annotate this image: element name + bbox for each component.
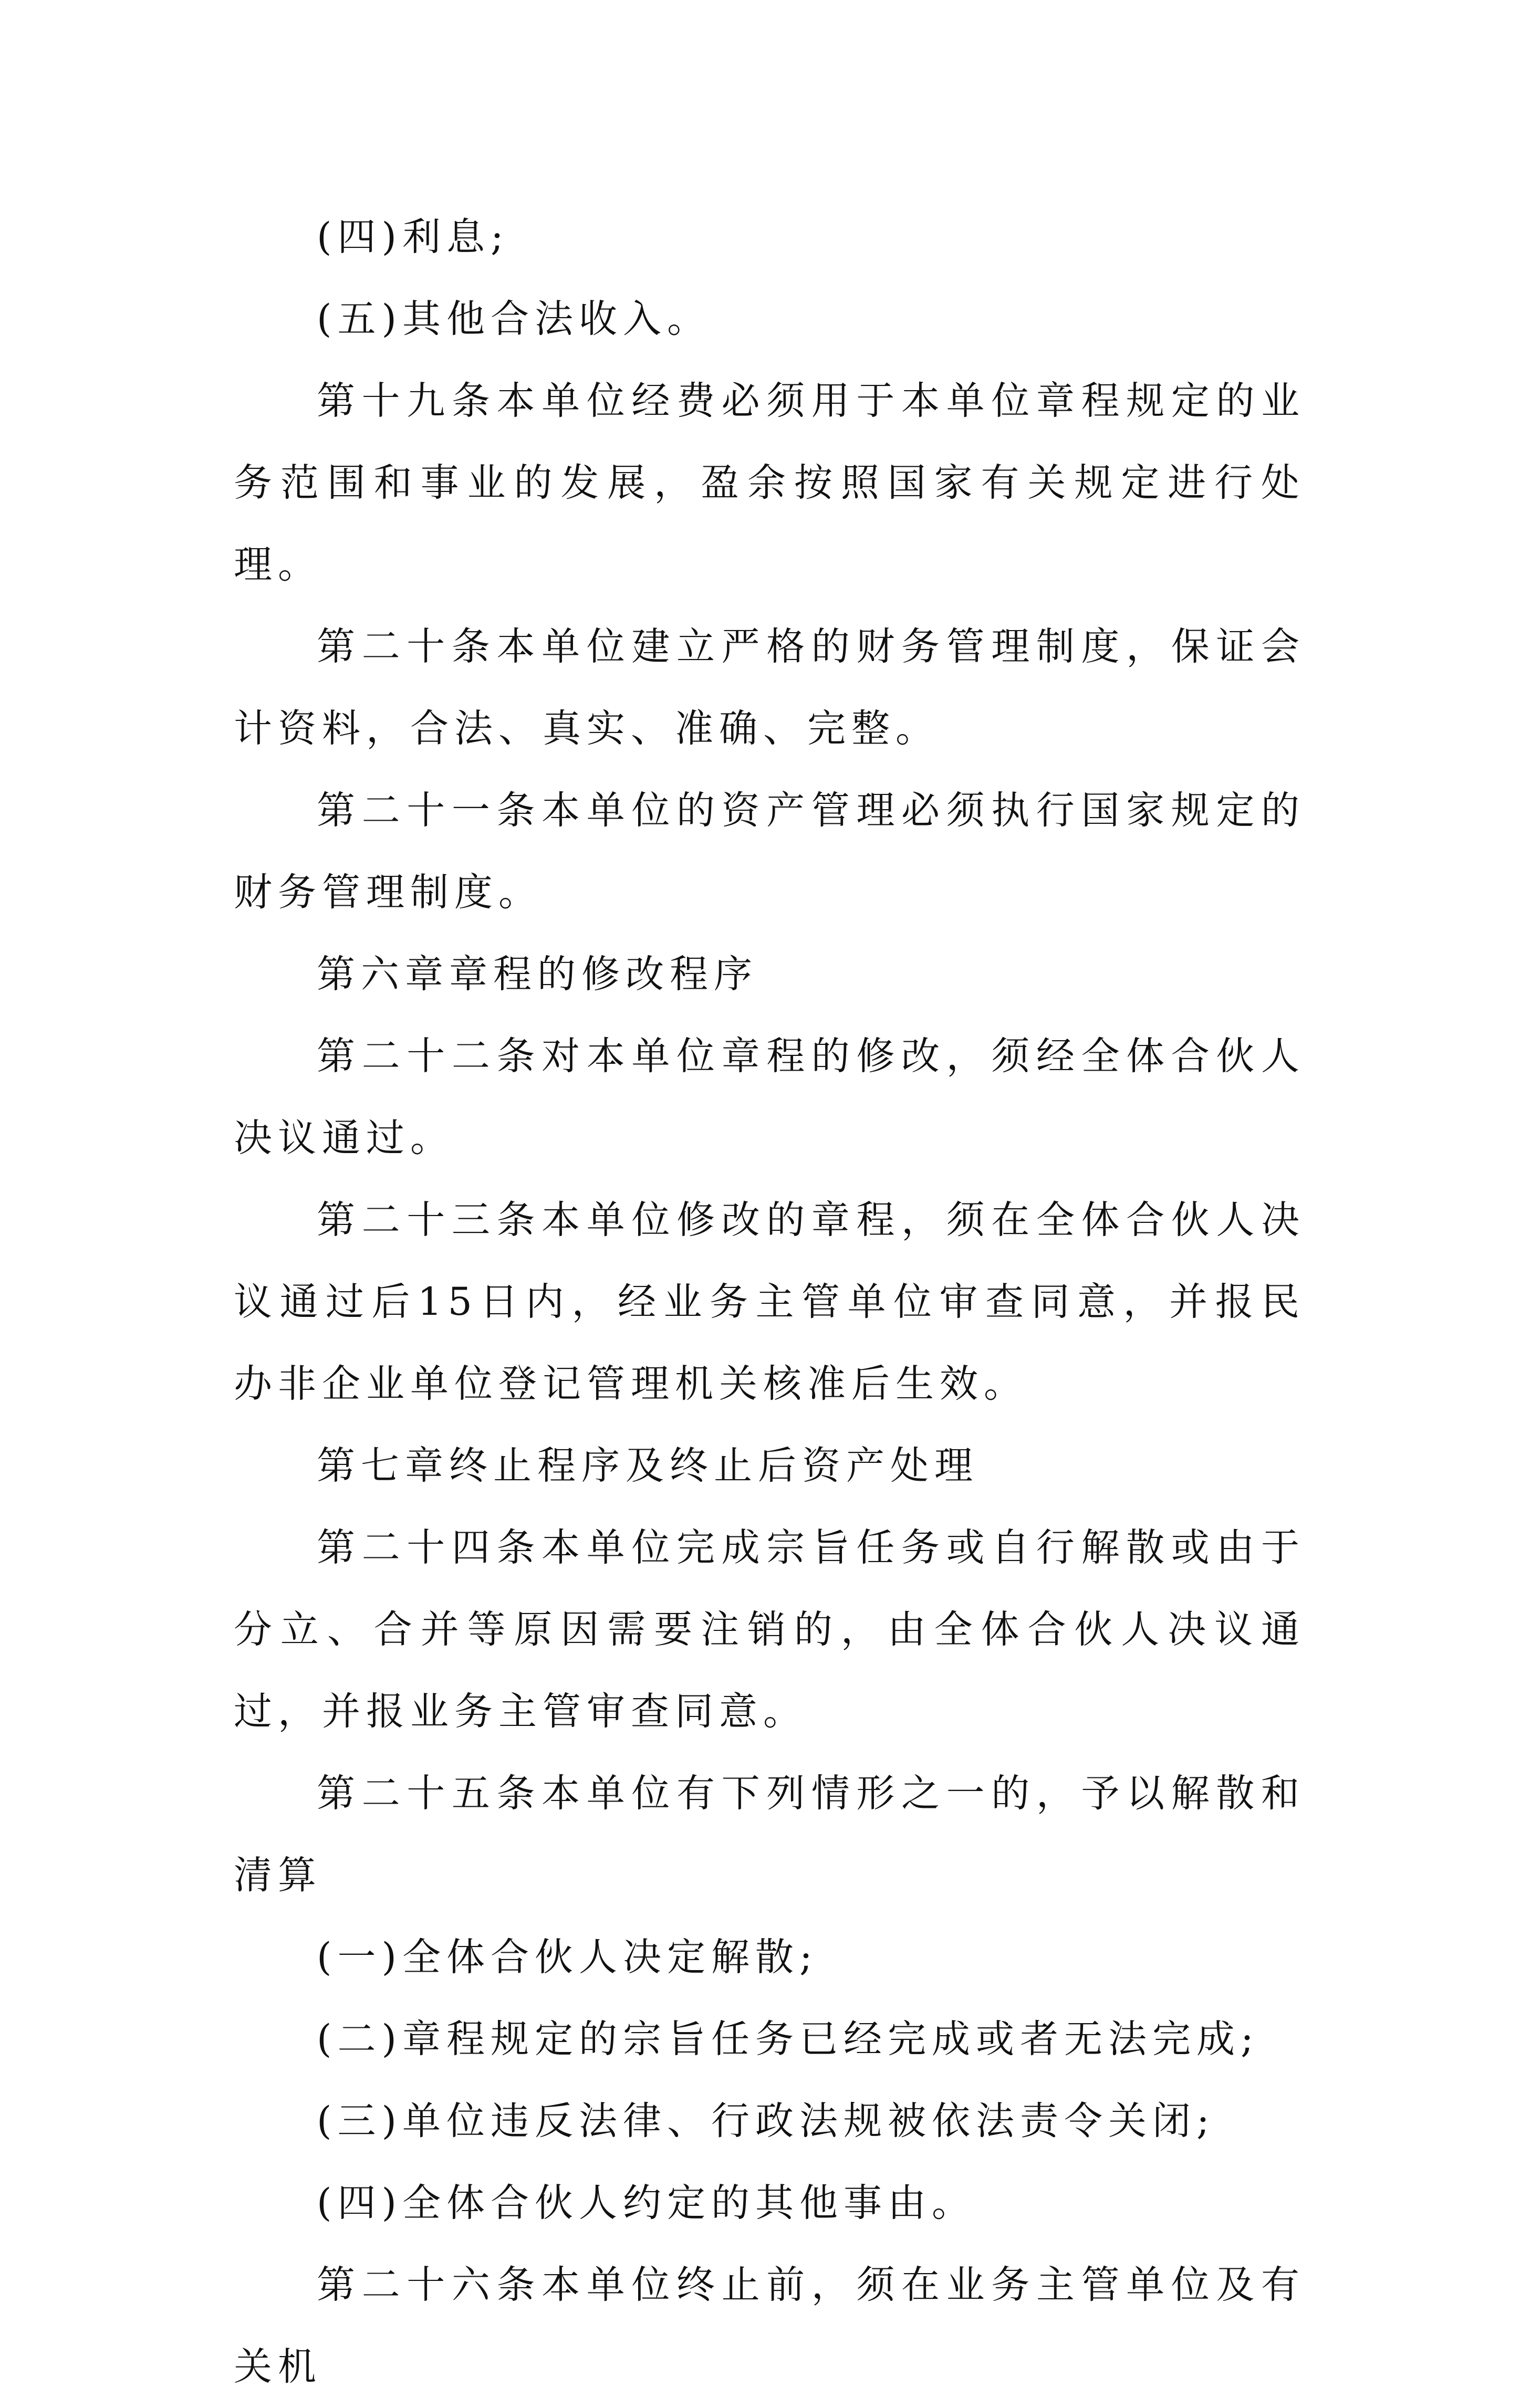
paragraph-item-1-dissolve: (一)全体合伙人决定解散;	[317, 1935, 818, 1980]
paragraph-article-19: 第十九条本单位经费必须用于本单位章程规定的业务范围和事业的发展，盈余按照国家有关规定进行处理。	[234, 379, 1305, 587]
paragraph-item-4-other: (四)全体合伙人约定的其他事由。	[317, 2181, 976, 2225]
paragraph-article-21: 第二十一条本单位的资产管理必须执行国家规定的财务管理制度。	[234, 788, 1305, 915]
paragraph-item-5-other-income: (五)其他合法收入。	[317, 297, 711, 341]
paragraph-item-2-mission: (二)章程规定的宗旨任务已经完成或者无法完成;	[317, 2017, 1259, 2061]
paragraph-article-26: 第二十六条本单位终止前，须在业务主管单位及有关机	[234, 2263, 1305, 2389]
chapter-6-heading: 第六章章程的修改程序	[317, 952, 758, 997]
paragraph-item-3-violation: (三)单位违反法律、行政法规被依法责令关闭;	[317, 2099, 1215, 2143]
paragraph-article-23: 第二十三条本单位修改的章程，须在全体合伙人决议通过后15日内，经业务主管单位审查同意，并报民办非企业单位登记管理机关核准后生效。	[234, 1198, 1305, 1406]
chapter-7-heading: 第七章终止程序及终止后资产处理	[317, 1443, 978, 1488]
paragraph-article-24: 第二十四条本单位完成宗旨任务或自行解散或由于分立、合并等原因需要注销的，由全体合伙人决议通过，并报业务主管审查同意。	[234, 1525, 1305, 1734]
paragraph-item-4-interest: (四)利息;	[317, 215, 509, 259]
paragraph-article-25: 第二十五条本单位有下列情形之一的，予以解散和清算	[234, 1771, 1305, 1898]
paragraph-article-22: 第二十二条对本单位章程的修改，须经全体合伙人决议通过。	[234, 1034, 1305, 1160]
paragraph-article-20: 第二十条本单位建立严格的财务管理制度，保证会计资料，合法、真实、准确、完整。	[234, 624, 1305, 751]
document-body	[234, 196, 1305, 2408]
